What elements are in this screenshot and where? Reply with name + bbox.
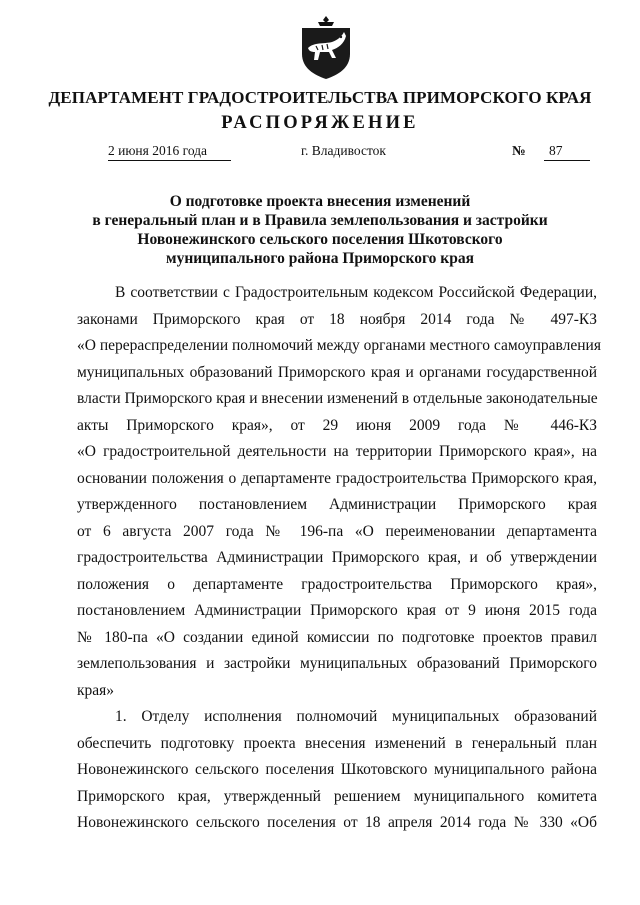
paragraph-item-1 (77, 704, 597, 837)
paragraph-preamble (77, 280, 601, 704)
document-body (77, 280, 601, 837)
document-title (60, 192, 580, 268)
text-line: «О градостроительной деятельности на территории Приморского края», на (77, 443, 597, 460)
text-line: акты Приморского края», от 29 июня 2009 года № 446-КЗ (77, 416, 597, 434)
text-line: градостроительства Администрации Приморского края, и об утверждении (77, 549, 597, 566)
text-line: В соответствии с Градостроительным кодексом Российской Федерации, (115, 284, 597, 301)
text-line: Новонежинского сельского поселения Шкотовского муниципального района (77, 761, 597, 778)
department-name: ДЕПАРТАМЕНТ ГРАДОСТРОИТЕЛЬСТВА ПРИМОРСКОГО КРАЯ (48, 88, 592, 107)
title-line: в генеральный план и в Правила землепользования и застройки (92, 212, 548, 229)
text-line: утвержденного постановлением Администрации Приморского края (77, 496, 597, 513)
text-line: власти Приморского края и внесении изменений в отдельные законодательные (77, 390, 598, 407)
text-line: землепользования и застройки муниципальных образований Приморского (77, 655, 597, 672)
document-number-label: № (512, 143, 526, 158)
text-line: муниципальных образований Приморского края и органами государственной (77, 363, 597, 381)
document-number: 87 (544, 143, 590, 161)
title-line: Новонежинского сельского поселения Шкотовского (137, 231, 503, 248)
text-line: «О перераспределении полномочий между органами местного самоуправления (77, 337, 601, 354)
text-line: края» (77, 681, 115, 699)
document-city: г. Владивосток (301, 143, 386, 158)
text-line: законами Приморского края от 18 ноября 2014 года № 497-КЗ (77, 310, 597, 328)
text-line: от 6 августа 2007 года № 196-па «О переименовании департамента (77, 522, 597, 540)
text-line: положения о департаменте градостроительства Приморского края», (77, 575, 597, 593)
title-line: О подготовке проекта внесения изменений (169, 193, 471, 210)
text-line: № 180-па «О создании единой комиссии по подготовке проектов правил (77, 628, 597, 646)
document-type: РАСПОРЯЖЕНИЕ (221, 113, 419, 133)
text-line: Новонежинского сельского поселения от 18 апреля 2014 года № 330 «Об (77, 814, 597, 831)
title-line: муниципального района Приморского края (166, 250, 474, 267)
text-line: Приморского края, утвержденный решением муниципального комитета (77, 787, 597, 805)
text-line: основании положения о департаменте градостроительства Приморского края, (77, 469, 597, 487)
document-date: 2 июня 2016 года (108, 143, 231, 161)
text-line: обеспечить подготовку проекта внесения изменений в генеральный план (77, 734, 597, 752)
text-line: постановлением Администрации Приморского края от 9 июня 2015 года (77, 602, 597, 619)
coat-of-arms-tiger-icon (296, 14, 356, 80)
text-line: 1. Отделу исполнения полномочий муниципальных образований (115, 708, 597, 725)
